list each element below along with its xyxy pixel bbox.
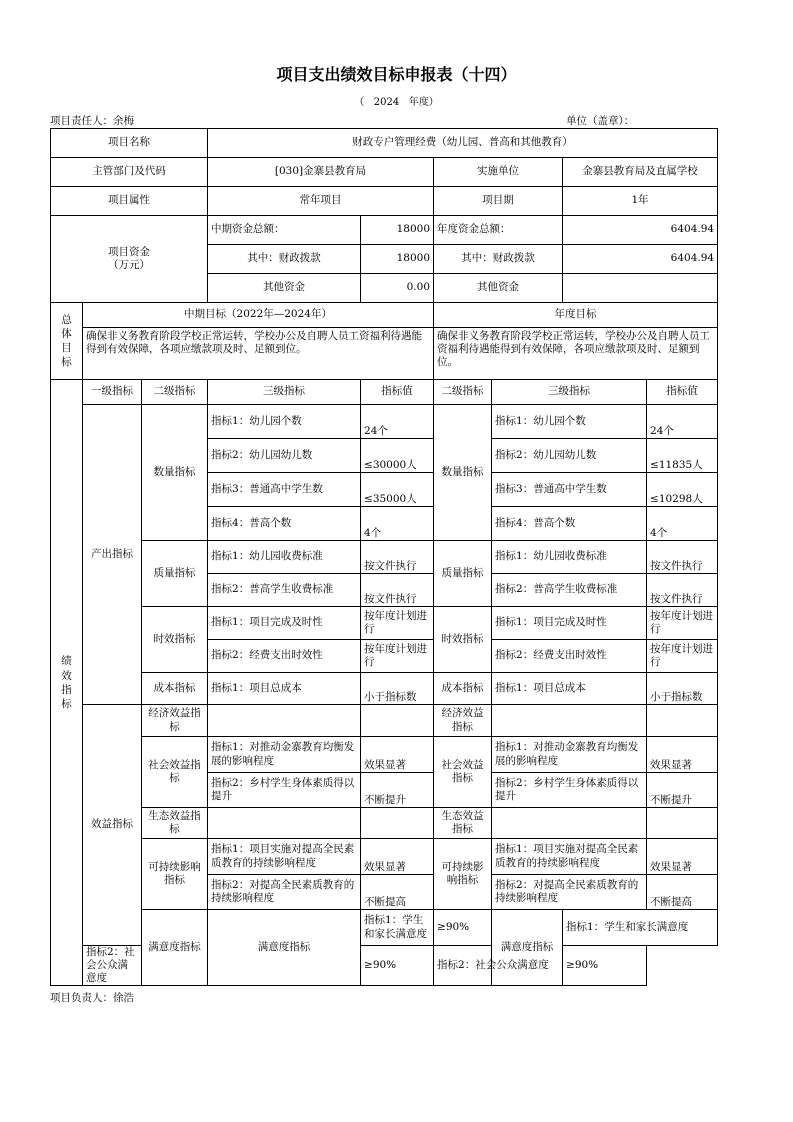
indicator-value-year: 不断提高: [647, 875, 718, 910]
impl-unit-value: 金寨县教育局及直属学校: [563, 158, 718, 187]
performance-goal-table: [50, 128, 718, 986]
header-level3: 三级指标: [208, 380, 361, 405]
indicator-value-year: 4个: [647, 507, 718, 541]
indicator-name: 指标3：普通高中学生数: [208, 473, 361, 507]
indicator-value: 4个: [361, 507, 434, 541]
indicator-value-year: 按文件执行: [647, 541, 718, 574]
indicator-name: 指标2：幼儿园幼儿数: [208, 439, 361, 473]
indicator-value: 按年度计划进行: [361, 640, 434, 673]
empty-cell: [208, 705, 361, 737]
mid-total-value: 18000: [361, 216, 434, 245]
indicator-value-year: 按年度计划进行: [647, 640, 718, 673]
year-total-value: 6404.94: [563, 216, 718, 245]
indicator-value: ≤35000人: [361, 473, 434, 507]
dept-value: [030]金寨县教育局: [208, 158, 434, 187]
indicator-name-year: 指标1：项目实施对提高全民素质教育的持续影响程度: [492, 839, 647, 875]
project-name-label: 项目名称: [51, 129, 208, 158]
indicator-name-year: 指标2：经费支出时效性: [492, 640, 647, 673]
project-responsible: [50, 113, 134, 128]
indicator-name-year: 指标2：乡村学生身体素质得以提升: [492, 773, 647, 808]
perf-char: 绩: [61, 655, 72, 668]
year-total-label: 年度资金总额：: [434, 216, 563, 245]
indicator-name-year: 指标1：幼儿园个数: [492, 405, 647, 439]
indicator-name: 指标1：项目总成本: [208, 673, 361, 705]
mid-fiscal-value: 18000: [361, 245, 434, 274]
indicator-name: 指标1：幼儿园个数: [208, 405, 361, 439]
indicator-name: 指标1：幼儿园收费标准: [208, 541, 361, 574]
unit-seal-label: 单位（盖章）：: [566, 115, 635, 127]
indicator-value-year: ≤11835人: [647, 439, 718, 473]
project-funds-label: [51, 216, 208, 303]
indicator-name-year: 指标3：普通高中学生数: [492, 473, 647, 507]
indicator-name: 指标1：项目完成及时性: [208, 607, 361, 640]
overall-goal-label: [51, 303, 83, 380]
indicator-name: 指标1：项目实施对提高全民素质教育的持续影响程度: [208, 839, 361, 875]
social-indicator: 社会效益指标: [142, 737, 208, 808]
cost-indicator-year: 成本指标: [434, 673, 492, 705]
funds-label-text: 项目资金: [108, 245, 150, 258]
quantity-indicator: 数量指标: [142, 405, 208, 541]
indicator-value-year: ≤10298人: [647, 473, 718, 507]
goal-char: 目: [61, 342, 72, 354]
year-open: （: [354, 97, 365, 108]
indicator-value-year: 效果显著: [647, 737, 718, 773]
indicator-value: ≤30000人: [361, 439, 434, 473]
project-name: 财政专户管理经费（幼儿园、普高和其他教育）: [208, 129, 718, 158]
economic-indicator: 经济效益指标: [142, 705, 208, 737]
perf-char: 标: [61, 697, 72, 710]
empty-cell: [492, 705, 647, 737]
impl-unit-label: 实施单位: [434, 158, 563, 187]
perf-char: 效: [61, 669, 72, 682]
indicator-name: 指标4：普高个数: [208, 507, 361, 541]
empty-cell: [647, 808, 718, 839]
mid-total-label: 中期资金总额：: [208, 216, 361, 245]
indicator-value: 效果显著: [361, 737, 434, 773]
year-fiscal-label: 其中：财政拨款: [434, 245, 563, 274]
indicator-value-year: ≥90%: [563, 946, 647, 986]
indicator-value: 按年度计划进行: [361, 607, 434, 640]
responsible-label: 项目责任人：: [50, 115, 113, 127]
responsible-name: 余梅: [113, 115, 134, 127]
mid-other-label: 其他资金: [208, 274, 361, 303]
indicator-name: 指标2：经费支出时效性: [208, 640, 361, 673]
indicator-name-year: 指标2：普高学生收费标准: [492, 574, 647, 607]
indicator-name: 指标2：乡村学生身体素质得以提升: [208, 773, 361, 808]
sustainable-indicator-year: 可持续影响指标: [434, 839, 492, 910]
dept-label: 主管部门及代码: [51, 158, 208, 187]
header-level2: 二级指标: [142, 380, 208, 405]
indicator-value-year: 按文件执行: [647, 574, 718, 607]
empty-cell: [492, 808, 647, 839]
indicator-value: 效果显著: [361, 839, 434, 875]
indicator-name: 指标2：社会公众满意度: [83, 946, 142, 986]
goal-char: 总: [61, 313, 72, 326]
economic-indicator-year: 经济效益指标: [434, 705, 492, 737]
perf-char: 指: [61, 683, 72, 696]
funds-unit-text: （万元）: [108, 259, 150, 271]
empty-cell: [208, 808, 361, 839]
indicator-value: 24个: [361, 405, 434, 439]
year-goal-text: 确保非义务教育阶段学校正常运转，学校办公及自聘人员工资福利待遇能得到有效保障，各项应缴款项及时、足额到位。: [434, 328, 718, 380]
indicator-value: 不断提高: [361, 875, 434, 910]
empty-cell: [361, 808, 434, 839]
header-level3-year: 三级指标: [492, 380, 647, 405]
goal-char: 体: [61, 327, 72, 340]
indicator-value-year: 24个: [647, 405, 718, 439]
indicator-value: 小于指标数: [361, 673, 434, 705]
indicator-name-year: 指标1：对推动金寨教育均衡发展的影响程度: [492, 737, 647, 773]
indicator-value: ≥90%: [434, 910, 492, 946]
indicator-value: 不断提升: [361, 773, 434, 808]
empty-cell: [361, 705, 434, 737]
mid-other-value: 0.00: [361, 274, 434, 303]
year-close: 年度）: [408, 97, 439, 108]
indicator-name-year: 指标2：幼儿园幼儿数: [492, 439, 647, 473]
year-value: 2024: [373, 97, 400, 108]
year-goal-header: 年度目标: [434, 303, 718, 328]
indicator-value-year: 小于指标数: [647, 673, 718, 705]
indicator-name-year: 指标4：普高个数: [492, 507, 647, 541]
timeliness-indicator-year: 时效指标: [434, 607, 492, 673]
social-indicator-year: 社会效益指标: [434, 737, 492, 808]
project-attr-value: 常年项目: [208, 187, 434, 216]
indicator-name-year: 指标1：项目总成本: [492, 673, 647, 705]
project-leader: [50, 990, 134, 1005]
quantity-indicator-year: 数量指标: [434, 405, 492, 541]
quality-indicator: 质量指标: [142, 541, 208, 607]
indicator-value-year: 效果显著: [647, 839, 718, 875]
satisfaction-indicator-l2: 满意度指标: [208, 910, 361, 986]
page-title: 项目支出绩效目标申报表（十四）: [276, 65, 517, 84]
project-period-label: 项目期: [434, 187, 563, 216]
year-fiscal-value: 6404.94: [563, 245, 718, 274]
header-value: 指标值: [361, 380, 434, 405]
leader-name: 徐浩: [113, 992, 134, 1004]
leader-label: 项目负责人：: [50, 992, 113, 1004]
timeliness-indicator: 时效指标: [142, 607, 208, 673]
header-level2-year: 二级指标: [434, 380, 492, 405]
cost-indicator: 成本指标: [142, 673, 208, 705]
mid-goal-header: 中期目标（2022年—2024年）: [83, 303, 434, 328]
indicator-value: 按文件执行: [361, 541, 434, 574]
ecological-indicator-year: 生态效益指标: [434, 808, 492, 839]
header-level1: 一级指标: [83, 380, 142, 405]
output-indicator: 产出指标: [83, 405, 142, 705]
indicator-name-year: 指标1：幼儿园收费标准: [492, 541, 647, 574]
perf-indicator-label: [51, 380, 83, 986]
ecological-indicator: 生态效益指标: [142, 808, 208, 839]
indicator-name-year: 指标1：项目完成及时性: [492, 607, 647, 640]
indicator-name-year: 指标2：对提高全民素质教育的持续影响程度: [492, 875, 647, 910]
indicator-value-year: 不断提升: [647, 773, 718, 808]
indicator-value: 按文件执行: [361, 574, 434, 607]
project-period-value: 1年: [563, 187, 718, 216]
sustainable-indicator: 可持续影响指标: [142, 839, 208, 910]
indicator-name: 指标1：对推动金寨教育均衡发展的影响程度: [208, 737, 361, 773]
header-value-year: 指标值: [647, 380, 718, 405]
satisfaction-indicator-year: 满意度指标: [492, 910, 563, 986]
indicator-name-year: 指标2：社会公众满意度: [434, 946, 563, 986]
indicator-name-year: 指标1：学生和家长满意度: [563, 910, 718, 946]
indicator-value-year: 按年度计划进行: [647, 607, 718, 640]
indicator-value: ≥90%: [361, 946, 434, 986]
year-other-value: [563, 274, 718, 303]
mid-goal-text: 确保非义务教育阶段学校正常运转，学校办公及自聘人员工资福利待遇能得到有效保障，各项应缴款项及时、足额到位。: [83, 328, 434, 380]
satisfaction-indicator: 满意度指标: [142, 910, 208, 986]
year-other-label: 其他资金: [434, 274, 563, 303]
indicator-name: 指标1：学生和家长满意度: [361, 910, 434, 946]
mid-fiscal-label: 其中：财政拨款: [208, 245, 361, 274]
indicator-name: 指标2：普高学生收费标准: [208, 574, 361, 607]
effect-indicator: 效益指标: [83, 705, 142, 946]
empty-cell: [647, 705, 718, 737]
quality-indicator-year: 质量指标: [434, 541, 492, 607]
goal-char: 标: [61, 356, 72, 369]
report-year: [0, 93, 793, 108]
indicator-name: 指标2：对提高全民素质教育的持续影响程度: [208, 875, 361, 910]
project-attr-label: 项目属性: [51, 187, 208, 216]
